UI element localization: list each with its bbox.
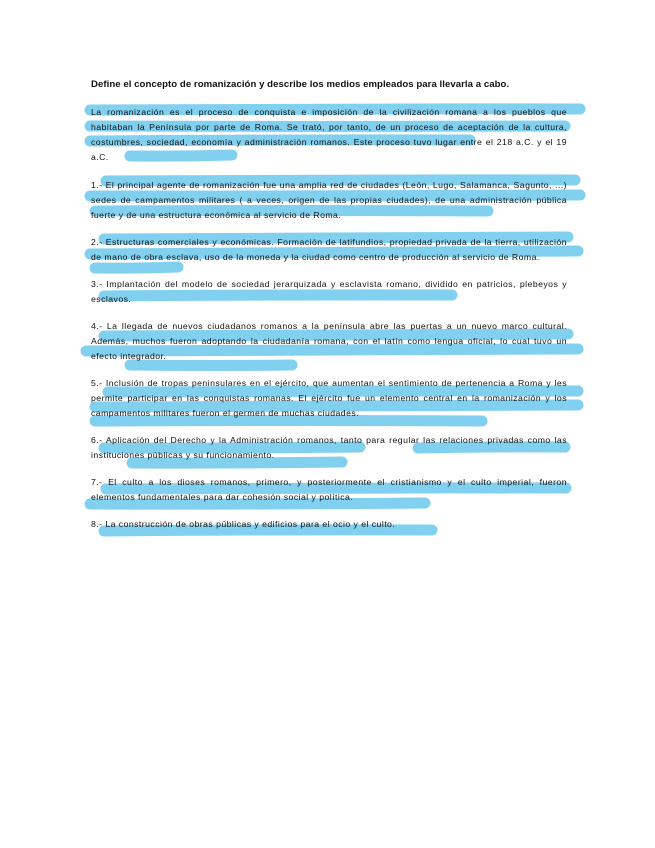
question-title: Define el concepto de romanización y describe los medios empleados para llevarla a cabo.	[91, 79, 510, 90]
point-8: 8.- La construcción de obras públicas y edificios para el ocio y el culto.	[91, 519, 396, 529]
point-7: 7.- El culto a los dioses romanos, primero, y posteriormente el cristianismo y el culto imperial, fueron elementos fundamentales para dar cohesión social y política.	[91, 477, 567, 502]
point-4: 4.- La llegada de nuevos ciudadanos romanos a la península abre las puertas a un nuevo marco cultural. Además, muchos fueron adoptando la ciudadanía romana, con el latín como lengua oficial, lo cual tuvo un efecto integrador.	[91, 321, 567, 361]
intro-paragraph: La romanización es el proceso de conquista e imposición de la civilización romana a los pueblos que habitaban la Península por parte de Roma. Se trató, por tanto, de un proceso de aceptación de la cultura, costumbres, sociedad, economía y administración romanos. Este proceso tuvo lugar entre el 218 a.C. y el 19 a.C.	[91, 107, 567, 162]
point-3: 3.- Implantación del modelo de sociedad jerarquizada y esclavista romano, dividido en patricios, plebeyos y esclavos.	[91, 279, 567, 304]
point-5: 5.- Inclusión de tropas peninsulares en el ejército, que aumentan el sentimiento de pertenencia a Roma y les permite participar en las conquistas romanas. El ejército fue un elemento central en la romanización y los campamentos militares fueron el germen de muchas ciudades.	[91, 378, 567, 418]
point-2: 2.- Estructuras comerciales y económicas. Formación de latifundios, propiedad privada de la tierra, utilización de mano de obra esclava, uso de la moneda y la ciudad como centro de producción al servicio de Roma.	[91, 237, 567, 262]
document-text	[91, 78, 567, 544]
point-1: 1.- El principal agente de romanización fue una amplia red de ciudades (León, Lugo, Salamanca, Sagunto, ...) sedes de campamentos militares ( a veces, origen de las propias ciudades), de una administración pública fuerte y de una estructura económica al servicio de Roma.	[91, 180, 567, 220]
point-6: 6.- Aplicación del Derecho y la Administración romanos, tanto para regular las relaciones privadas como las instituciones públicas y su funcionamiento.	[91, 435, 567, 460]
